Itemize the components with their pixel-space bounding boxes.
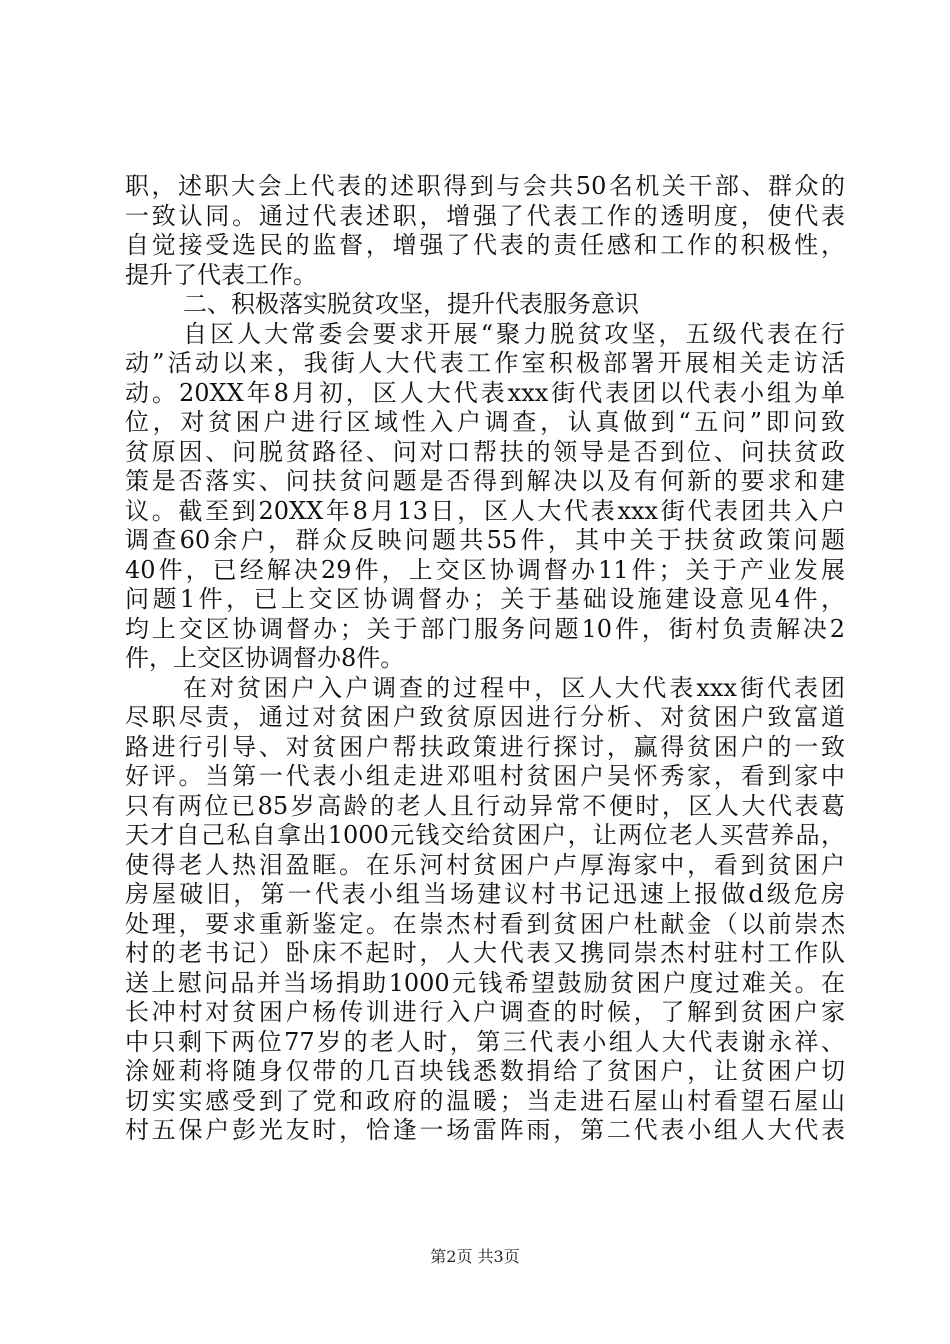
text-line: 问题1件，已上交区协调督办；关于基础设施建设意见4件， <box>125 585 845 613</box>
text-line: 贫原因、问脱贫路径、问对口帮扶的领导是否到位、问扶贫政 <box>125 437 845 466</box>
text-line: 中只剩下两位77岁的老人时，第三代表小组人大代表谢永祥、 <box>125 1027 845 1056</box>
text-line: 村的老书记）卧床不起时，人大代表又携同崇杰村驻村工作队 <box>125 939 845 967</box>
text-line: 在对贫困户入户调查的过程中，区人大代表xxx街代表团 <box>183 673 845 702</box>
text-line: 只有两位已85岁高龄的老人且行动异常不便时，区人大代表葛 <box>125 791 845 820</box>
text-line: 天才自己私自拿出1000元钱交给贫困户，让两位老人买营养品， <box>125 821 845 849</box>
text-line: 一致认同。通过代表述职，增强了代表工作的透明度，使代表 <box>125 201 845 230</box>
text-line: 房屋破旧，第一代表小组当场建议村书记迅速上报做d级危房 <box>125 880 845 908</box>
text-line: 路进行引导、对贫困户帮扶政策进行探讨，赢得贫困户的一致 <box>125 732 845 761</box>
text-line: 使得老人热泪盈眶。在乐河村贫困户卢厚海家中，看到贫困户 <box>125 850 845 879</box>
page-footer: 第2页 共3页 <box>430 1247 520 1266</box>
text-line: 职，述职大会上代表的述职得到与会共50名机关干部、群众的 <box>125 172 845 200</box>
text-line: 位，对贫困户进行区域性入户调查，认真做到“五问”即问致 <box>125 408 845 436</box>
text-line: 长冲村对贫困户杨传训进行入户调查的时候，了解到贫困户家 <box>125 998 845 1026</box>
text-line: 件，上交区协调督办8件。 <box>125 644 405 672</box>
text-line: 好评。当第一代表小组走进邓咀村贫困户吴怀秀家，看到家中 <box>125 762 845 790</box>
text-line: 提升了代表工作。 <box>125 260 317 289</box>
text-line: 切实实感受到了党和政府的温暖；当走进石屋山村看望石屋山 <box>125 1086 845 1115</box>
text-line: 调查60余户，群众反映问题共55件，其中关于扶贫政策问题 <box>125 526 845 554</box>
text-line: 处理，要求重新鉴定。在崇杰村看到贫困户杜献金（以前崇杰 <box>125 909 845 938</box>
text-line: 自觉接受选民的监督，增强了代表的责任感和工作的积极性， <box>125 231 845 259</box>
body-text <box>125 172 845 1146</box>
text-line: 均上交区协调督办；关于部门服务问题10件，街村负责解决2 <box>125 614 845 643</box>
text-line: 涂娅莉将随身仅带的几百块钱悉数捐给了贫困户，让贫困户切 <box>125 1057 845 1085</box>
text-line: 自区人大常委会要求开展“聚力脱贫攻坚，五级代表在行 <box>183 319 845 348</box>
text-line: 40件，已经解决29件，上交区协调督办11件；关于产业发展 <box>125 555 845 584</box>
text-line: 村五保户彭光友时，恰逢一场雷阵雨，第二代表小组人大代表 <box>125 1116 845 1144</box>
text-line: 动。20XX年8月初，区人大代表xxx街代表团以代表小组为单 <box>125 378 845 407</box>
text-line: 策是否落实、问扶贫问题是否得到解决以及有何新的要求和建 <box>125 467 845 495</box>
text-line: 议。截至到20XX年8月13日，区人大代表xxx街代表团共入户 <box>125 496 845 525</box>
text-line: 送上慰问品并当场捐助1000元钱希望鼓励贫困户度过难关。在 <box>125 968 845 997</box>
section-heading: 二、积极落实脱贫攻坚，提升代表服务意识 <box>183 290 639 318</box>
text-line: 动”活动以来，我街人大代表工作室积极部署开展相关走访活 <box>125 349 845 377</box>
text-line: 尽职尽责，通过对贫困户致贫原因进行分析、对贫困户致富道 <box>125 703 845 731</box>
